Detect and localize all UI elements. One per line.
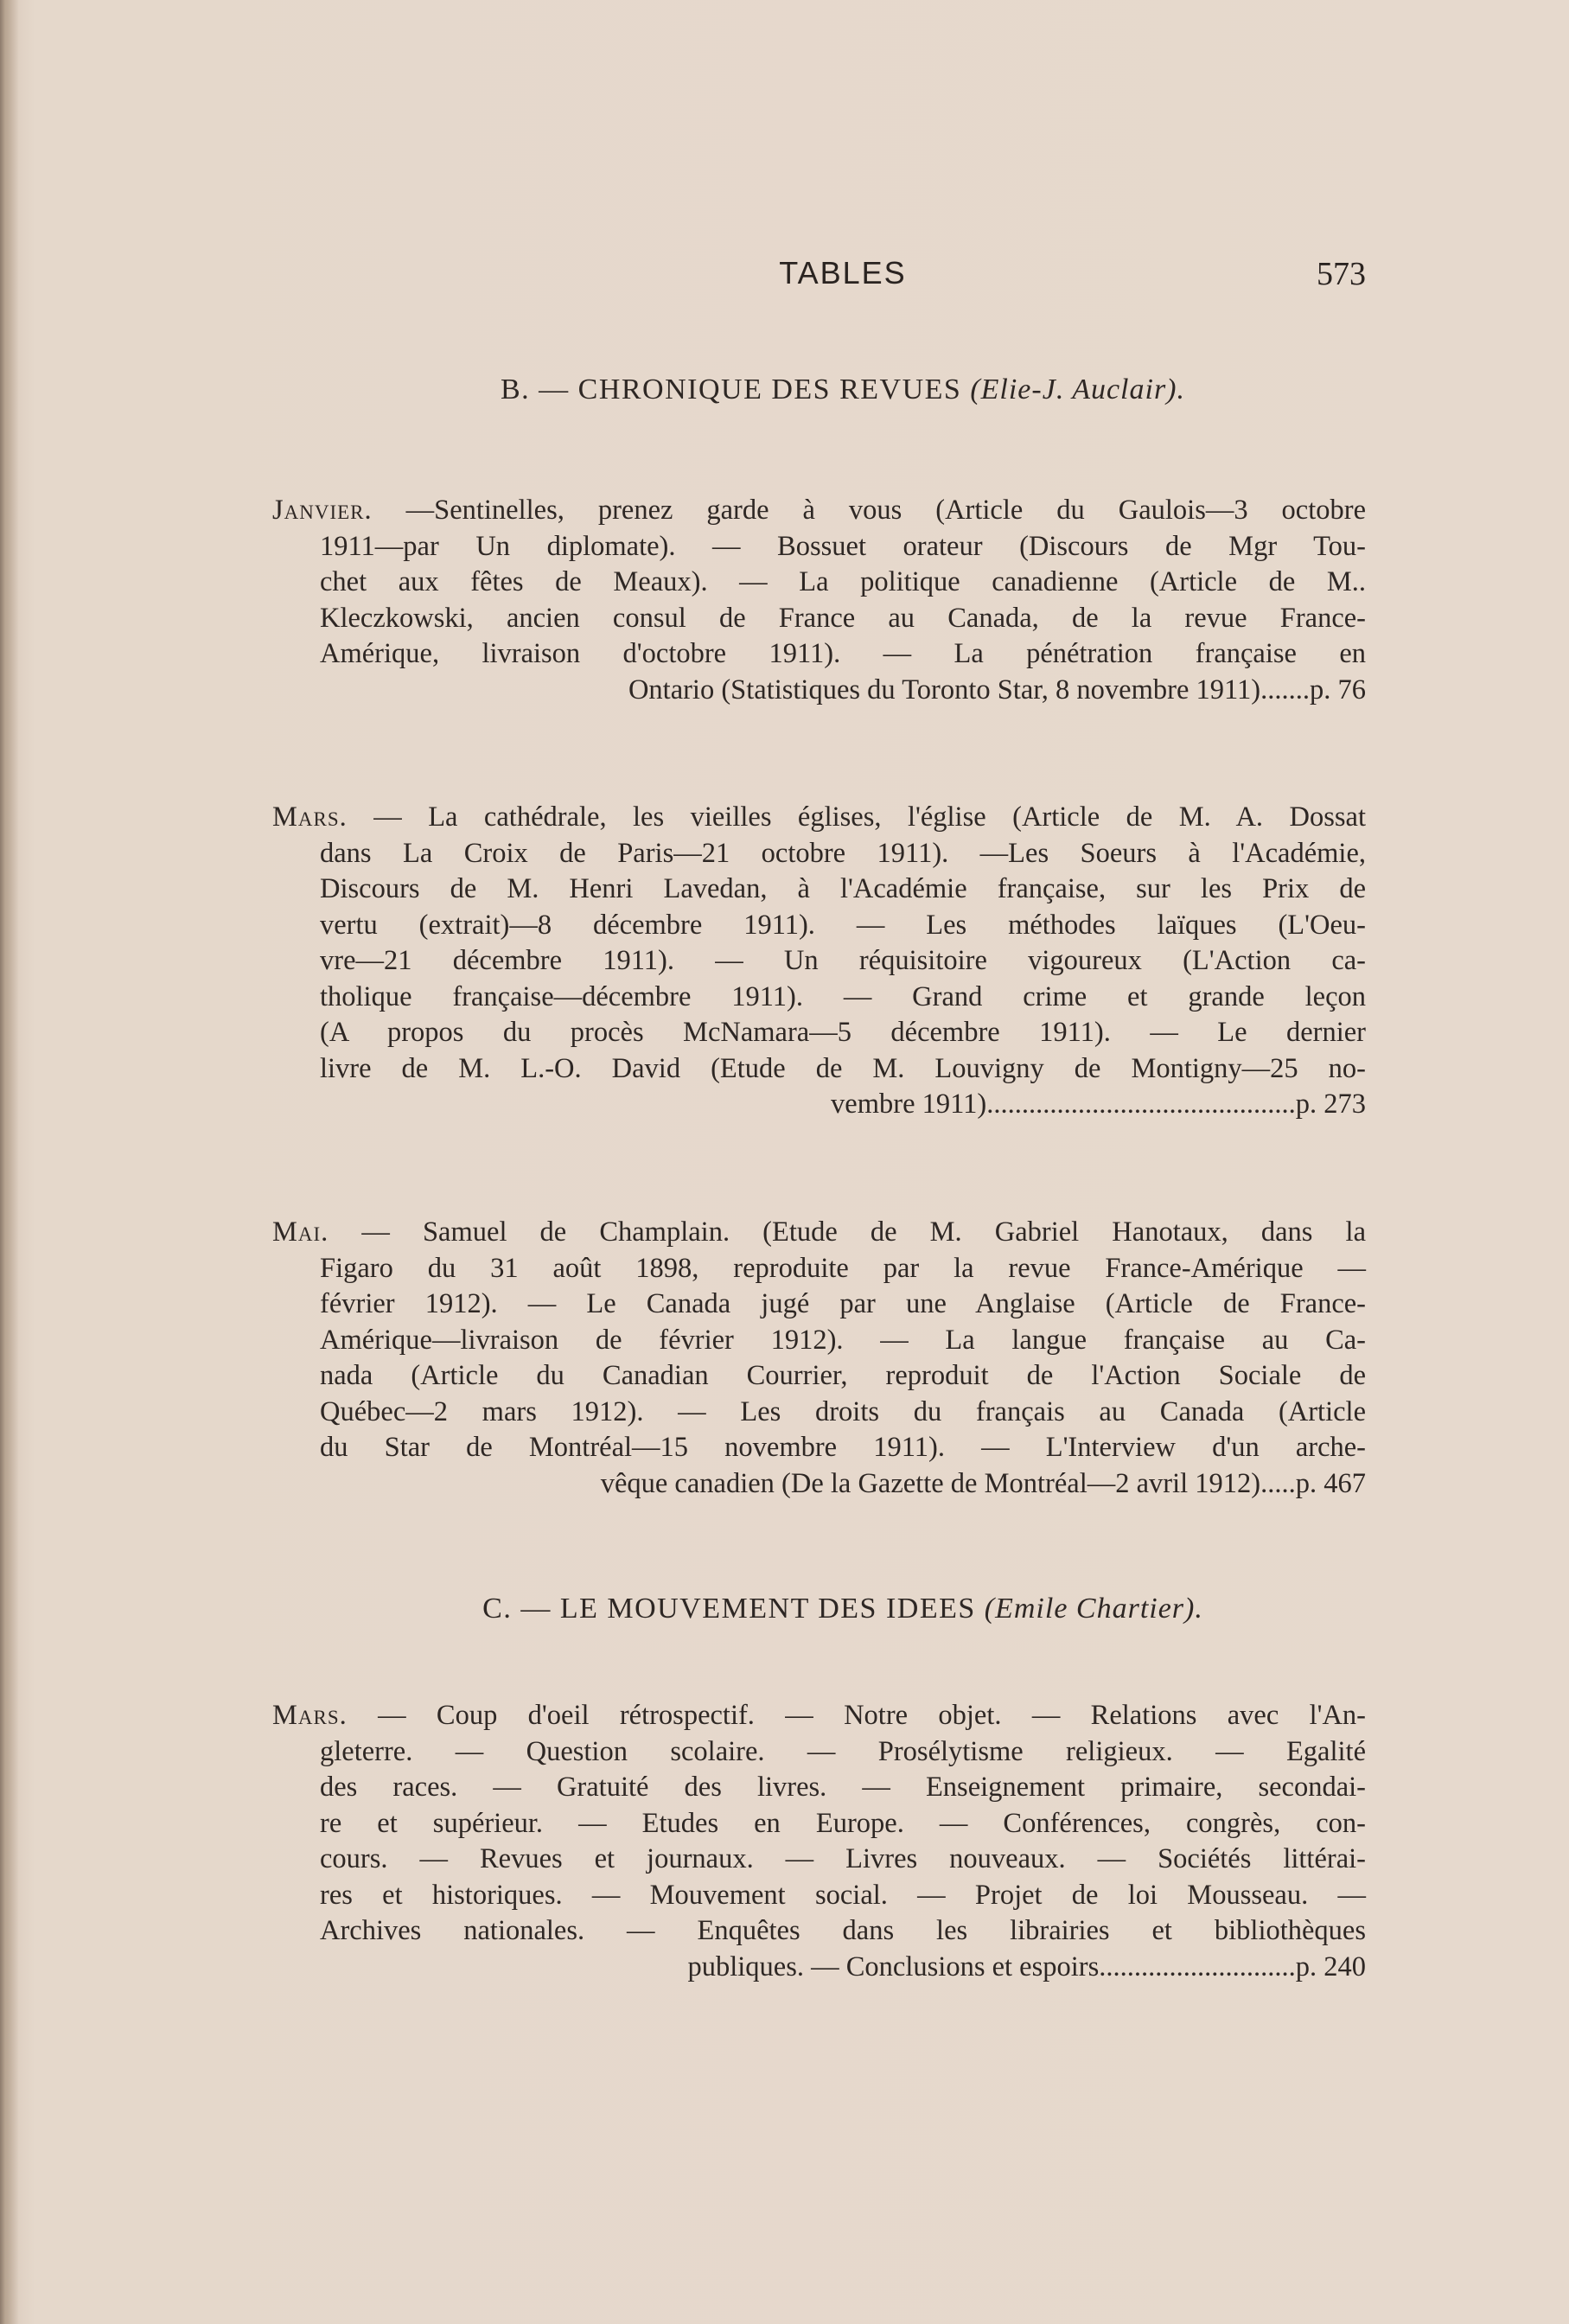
section-c-title: C. — LE MOUVEMENT DES IDEES (482, 1593, 976, 1625)
entry-mars-revues (272, 800, 1366, 1123)
running-title: TABLES (779, 255, 907, 290)
entry-line: Figaro du 31 août 1898, reproduite par la revue France-Amérique — (320, 1252, 1366, 1284)
entry-line: 1911—par Un diplomate). — Bossuet orateur (Discours de Mgr Tou- (320, 530, 1366, 562)
section-c-author: (Emile Chartier). (984, 1593, 1203, 1625)
entry-line: Québec—2 mars 1912). — Les droits du français au Canada (Article (320, 1395, 1366, 1427)
entry-line: Mars. — La cathédrale, les vieilles églises, l'église (Article de M. A. Dossat (272, 801, 1366, 833)
entry-line: février 1912). — Le Canada jugé par une Anglaise (Article de France- (320, 1288, 1366, 1319)
entry-line: livre de M. L.-O. David (Etude de M. Louvigny de Montigny—25 no- (320, 1052, 1366, 1084)
entry-line: (A propos du procès McNamara—5 décembre 1911). — Le dernier (320, 1017, 1366, 1048)
entry-line: Amérique, livraison d'octobre 1911). — La pénétration française en (320, 638, 1366, 669)
entry-line: publiques. — Conclusions et espoirs............................p. 240 (687, 1950, 1366, 1982)
entry-mai (272, 1215, 1366, 1502)
entry-line: Discours de M. Henri Lavedan, à l'Académie française, sur les Prix de (320, 873, 1366, 904)
entry-janvier (272, 493, 1366, 708)
entry-line: tholique française—décembre 1911). — Grand crime et grande leçon (320, 980, 1366, 1012)
month-label: Mars. (272, 801, 348, 833)
entry-line: Mai. — Samuel de Champlain. (Etude de M. Gabriel Hanotaux, dans la (272, 1216, 1366, 1248)
entry-line: du Star de Montréal—15 novembre 1911). — L'Interview d'un arche- (320, 1432, 1366, 1463)
section-c-heading (320, 1593, 1366, 1625)
entry-line: Archives nationales. — Enquêtes dans les librairies et bibliothèques (320, 1915, 1366, 1946)
month-label: Janvier. (272, 495, 373, 526)
entry-line: nada (Article du Canadian Courrier, reproduit de l'Action Sociale de (320, 1360, 1366, 1391)
page-header (320, 255, 1366, 298)
section-b-title: B. — CHRONIQUE DES REVUES (500, 374, 962, 405)
entry-line: vembre 1911)............................................p. 273 (831, 1089, 1366, 1120)
entry-line: vre—21 décembre 1911). — Un réquisitoire vigoureux (L'Action ca- (320, 945, 1366, 976)
entry-line: dans La Croix de Paris—21 octobre 1911). —Les Soeurs à l'Académie, (320, 837, 1366, 869)
month-label: Mai. (272, 1216, 329, 1248)
entry-line: res et historiques. — Mouvement social. — Projet de loi Mousseau. — (320, 1879, 1366, 1911)
entry-line: re et supérieur. — Etudes en Europe. — Conférences, congrès, con- (320, 1807, 1366, 1839)
entry-line: Janvier. —Sentinelles, prenez garde à vous (Article du Gaulois—3 octobre (272, 495, 1366, 526)
entry-line: Mars. — Coup d'oeil rétrospectif. — Notre objet. — Relations avec l'An- (272, 1700, 1366, 1731)
entry-line: vêque canadien (De la Gazette de Montréal—2 avril 1912).....p. 467 (600, 1467, 1366, 1499)
entry-line: vertu (extrait)—8 décembre 1911). — Les méthodes laïques (L'Oeu- (320, 909, 1366, 941)
entry-line: gleterre. — Question scolaire. — Prosélytisme religieux. — Egalité (320, 1735, 1366, 1767)
section-b-heading (320, 374, 1366, 406)
binding-edge (0, 0, 19, 2324)
entry-line: chet aux fêtes de Meaux). — La politique canadienne (Article de M.. (320, 566, 1366, 597)
page-number: 573 (1317, 256, 1366, 292)
entry-line: Amérique—livraison de février 1912). — La langue française au Ca- (320, 1324, 1366, 1356)
entry-line: Kleczkowski, ancien consul de France au Canada, de la revue France- (320, 602, 1366, 634)
entry-line: Ontario (Statistiques du Toronto Star, 8 novembre 1911).......p. 76 (628, 674, 1366, 706)
entry-line: des races. — Gratuité des livres. — Enseignement primaire, secondai- (320, 1772, 1366, 1803)
section-b-author: (Elie-J. Auclair). (970, 374, 1186, 405)
entry-line: cours. — Revues et journaux. — Livres nouveaux. — Sociétés littérai- (320, 1843, 1366, 1874)
entry-mars-idees (272, 1698, 1366, 1985)
month-label: Mars. (272, 1700, 348, 1731)
